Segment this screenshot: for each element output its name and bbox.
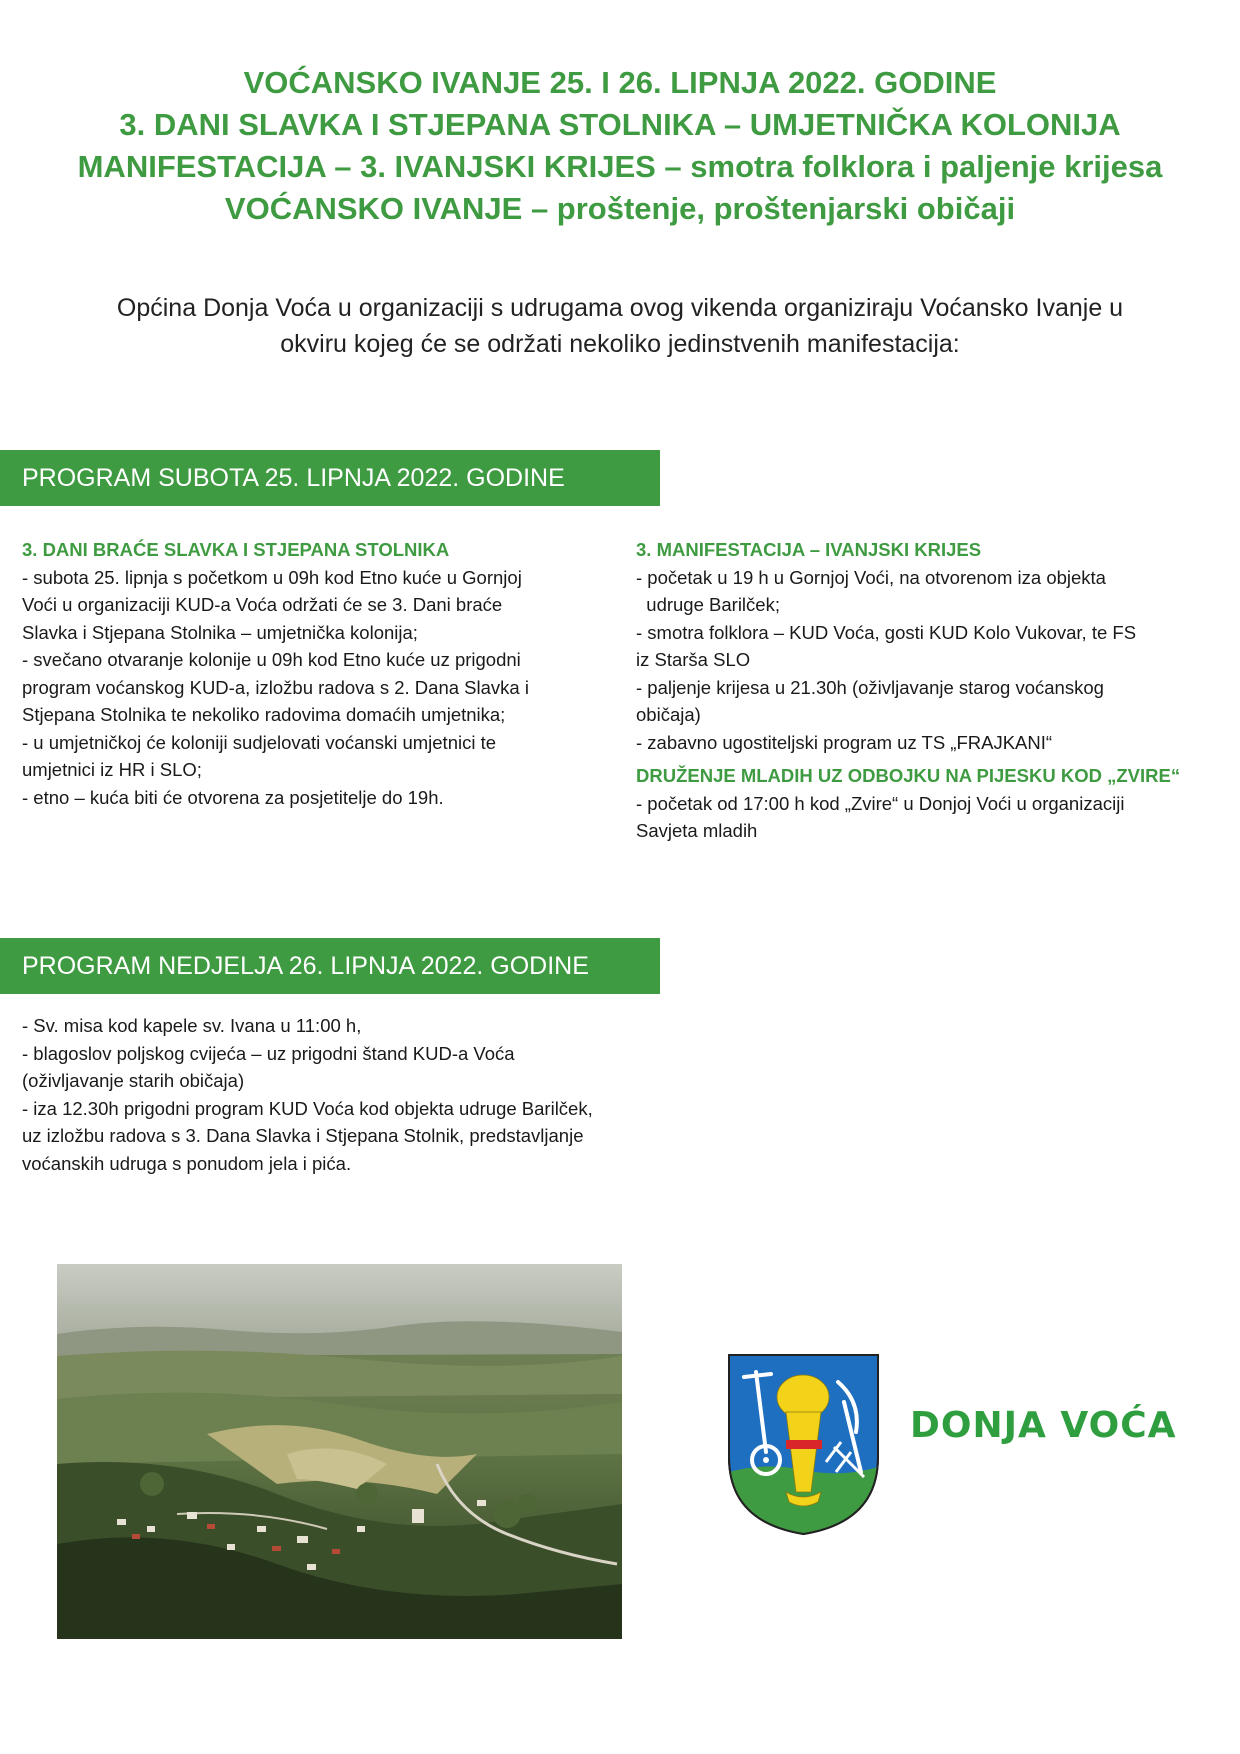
municipality-name: DONJA VOĆA bbox=[910, 1405, 1177, 1446]
sunday-program-banner: PROGRAM NEDJELJA 26. LIPNJA 2022. GODINE bbox=[0, 938, 660, 994]
text-line: Savjeta mladih bbox=[636, 820, 758, 841]
text-line: - početak u 19 h u Gornjoj Voći, na otvorenom iza objekta bbox=[636, 566, 1106, 588]
youth-volleyball-heading: DRUŽENJE MLADIH UZ ODBOJKU NA PIJESKU KOD „ZVIRE“ bbox=[636, 765, 1181, 786]
saturday-program-banner: PROGRAM SUBOTA 25. LIPNJA 2022. GODINE bbox=[0, 450, 660, 506]
text-line: - etno – kuća biti će otvorena za posjetitelje do 19h. bbox=[22, 786, 444, 808]
text-line: - zabavno ugostiteljski program uz TS „FRAJKANI“ bbox=[636, 731, 1053, 753]
text-line: - početak od 17:00 h kod „Zvire“ u Donjoj Voći u organizaciji bbox=[636, 792, 1125, 814]
text-line: - iza 12.30h prigodni program KUD Voća kod objekta udruge Barilček, bbox=[22, 1097, 593, 1119]
headline-3: MANIFESTACIJA – 3. IVANJSKI KRIJES – smotra folklora i paljenje krijesa bbox=[77, 149, 1163, 184]
text-line: Voći u organizaciji KUD-a Voća održati će se 3. Dani braće bbox=[22, 594, 503, 615]
text-line: - svečano otvaranje kolonije u 09h kod Etno kuće uz prigodni bbox=[22, 649, 521, 670]
saturday-left-heading: 3. DANI BRAĆE SLAVKA I STJEPANA STOLNIKA bbox=[22, 539, 450, 560]
text-line: iz Starša SLO bbox=[636, 649, 751, 670]
intro-line-2: okviru kojeg će se održati nekoliko jedinstvenih manifestacija: bbox=[280, 330, 960, 358]
text-line: (oživljavanje starih običaja) bbox=[22, 1070, 245, 1091]
text-line: uz izložbu radova s 3. Dana Slavka i Stjepana Stolnik, predstavljanje bbox=[22, 1125, 584, 1146]
text-line: - smotra folklora – KUD Voća, gosti KUD Kolo Vukovar, te FS bbox=[636, 621, 1137, 643]
aerial-landscape-photo bbox=[57, 1264, 622, 1639]
text-line: program voćanskog KUD-a, izložbu radova s 2. Dana Slavka i bbox=[22, 676, 529, 698]
text-line: - Sv. misa kod kapele sv. Ivana u 11:00 h, bbox=[22, 1015, 362, 1036]
intro-line-1: Općina Donja Voća u organizaciji s udrugama ovog vikenda organiziraju Voćansko Ivanje u bbox=[116, 294, 1124, 322]
text-line: Stjepana Stolnika te nekoliko radovima domaćih umjetnika; bbox=[22, 704, 506, 725]
intro-paragraph bbox=[20, 290, 1220, 362]
sunday-column bbox=[22, 1012, 822, 1177]
text-line: - paljenje krijesa u 21.30h (oživljavanje starog voćanskog bbox=[636, 676, 1104, 698]
text-line: - blagoslov poljskog cvijeća – uz prigodni štand KUD-a Voća bbox=[22, 1042, 515, 1064]
text-line: udruge Barilček; bbox=[636, 594, 780, 615]
text-line: - u umjetničkoj će koloniji sudjelovati voćanski umjetnici te bbox=[22, 731, 497, 753]
headline-4: VOĆANSKO IVANJE – proštenje, proštenjarski običaji bbox=[224, 191, 1016, 226]
text-line: - subota 25. lipnja s početkom u 09h kod Etno kuće u Gornjoj bbox=[22, 566, 522, 588]
text-line: Slavka i Stjepana Stolnika – umjetnička kolonija; bbox=[22, 621, 418, 643]
saturday-right-column bbox=[636, 536, 1226, 845]
text-line: običaja) bbox=[636, 704, 701, 725]
saturday-left-column bbox=[22, 536, 632, 811]
saturday-right-heading: 3. MANIFESTACIJA – IVANJSKI KRIJES bbox=[636, 539, 982, 560]
headline-1: VOĆANSKO IVANJE 25. I 26. LIPNJA 2022. GODINE bbox=[243, 65, 997, 100]
headline-block bbox=[0, 62, 1240, 230]
text-line: voćanskih udruga s ponudom jela i pića. bbox=[22, 1152, 352, 1174]
text-line: umjetnici iz HR i SLO; bbox=[22, 759, 202, 780]
headline-2: 3. DANI SLAVKA I STJEPANA STOLNIKA – UMJETNIČKA KOLONIJA bbox=[119, 107, 1121, 142]
coat-of-arms-icon bbox=[726, 1352, 881, 1537]
